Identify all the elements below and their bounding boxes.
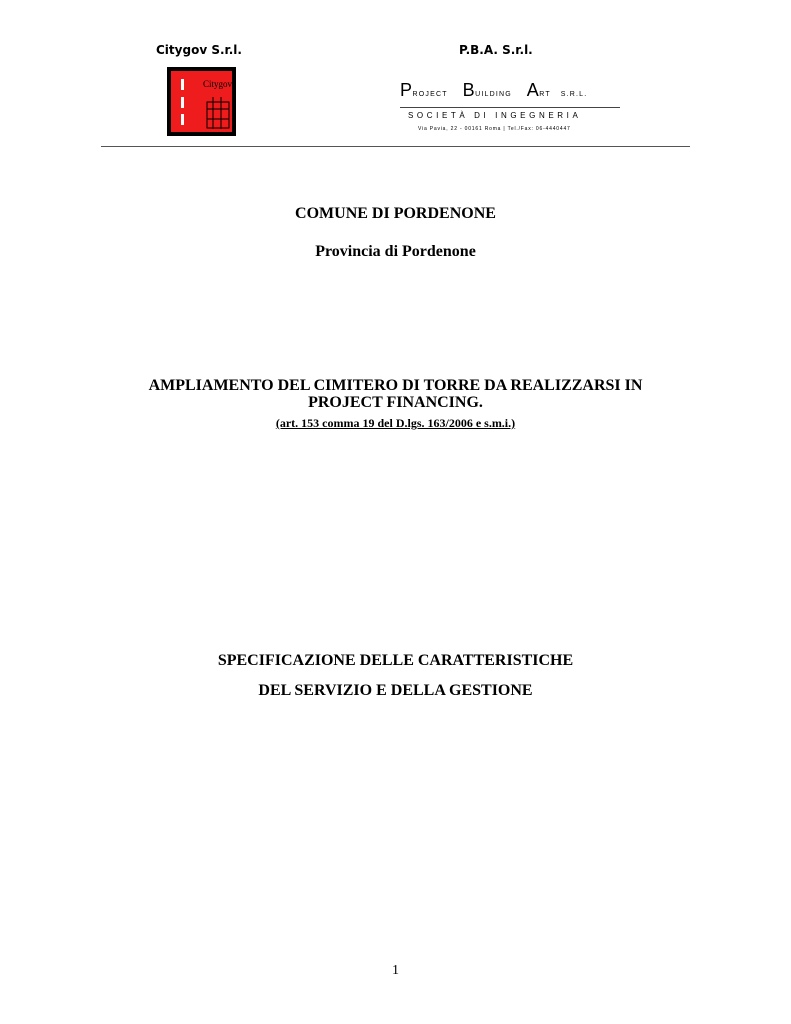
- legal-reference: (art. 153 comma 19 del D.lgs. 163/2006 e s.m.i.): [275, 416, 516, 430]
- pba-logo-rule: [400, 107, 620, 108]
- pba-logo-name: [400, 80, 625, 101]
- pba-logo: [400, 80, 625, 150]
- pba-company-label: P.B.A. S.r.l.: [459, 43, 533, 57]
- citygov-logo-grid-icon: [171, 71, 232, 132]
- pba-logo-p: P: [400, 80, 413, 100]
- citygov-logo-red-panel: [171, 71, 232, 132]
- document-title-line-2: DEL SERVIZIO E DELLA GESTIONE: [258, 682, 533, 699]
- pba-logo-a: A: [526, 80, 540, 100]
- pba-logo-p-rest: ROJECT: [412, 91, 448, 98]
- province-heading: Provincia di Pordenone: [315, 243, 476, 260]
- project-title-line-1: AMPLIAMENTO DEL CIMITERO DI TORRE DA REALIZZARSI IN: [148, 377, 643, 394]
- pba-logo-suffix: S.R.L.: [560, 91, 588, 98]
- pba-logo-b: B: [462, 80, 476, 100]
- header-divider: [101, 146, 690, 147]
- citygov-company-label: Citygov S.r.l.: [156, 43, 242, 57]
- pba-logo-address: Via Pavia, 22 - 00161 Roma | Tel./Fax: 06-4440447: [418, 126, 571, 132]
- citygov-logo-text: Citygov: [203, 79, 233, 89]
- document-title-line-1: SPECIFICAZIONE DELLE CARATTERISTICHE: [217, 652, 574, 669]
- page-number: 1: [392, 963, 399, 978]
- project-title-line-2: PROJECT FINANCING.: [308, 394, 483, 411]
- pba-logo-b-rest: UILDING: [475, 91, 512, 98]
- pba-logo-a-rest: RT: [539, 91, 551, 98]
- municipality-heading: COMUNE DI PORDENONE: [295, 205, 496, 222]
- citygov-logo: [167, 67, 236, 136]
- pba-logo-tagline: SOCIETÀ DI INGEGNERIA: [408, 111, 582, 120]
